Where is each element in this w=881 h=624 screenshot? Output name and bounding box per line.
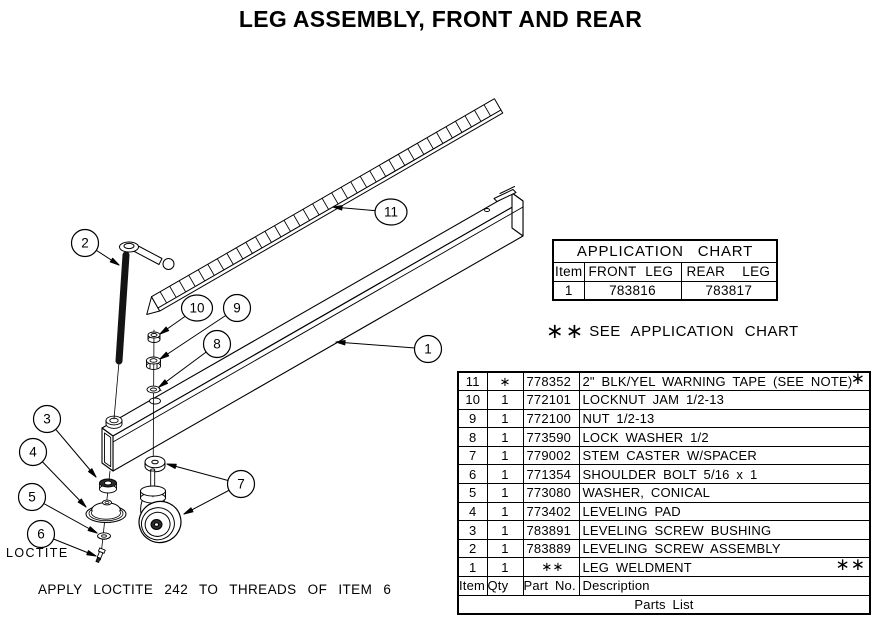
parts-row-6 bbox=[458, 465, 870, 484]
beam-hole-small bbox=[484, 209, 489, 212]
application-chart bbox=[552, 239, 778, 301]
cell-rear-leg-part: 783817 bbox=[681, 281, 777, 300]
cell-description: STEM CASTER W/SPACER bbox=[579, 446, 870, 465]
callout-1 bbox=[415, 336, 442, 363]
cell-part-no: 773590 bbox=[523, 428, 579, 447]
parts-row-4 bbox=[458, 502, 870, 521]
svg-text:2: 2 bbox=[81, 235, 89, 251]
cell-part-no: 783891 bbox=[523, 521, 579, 540]
col-header-part-no: Part No. bbox=[523, 577, 579, 596]
parts-header-row bbox=[458, 577, 870, 596]
parts-row-8 bbox=[458, 428, 870, 447]
cell-part-no: 772100 bbox=[523, 409, 579, 428]
loctite-apply-note: APPLY LOCTITE 242 TO THREADS OF ITEM 6 bbox=[38, 582, 392, 597]
callout-11 bbox=[375, 199, 407, 225]
parts-row-11 bbox=[458, 372, 870, 391]
svg-text:4: 4 bbox=[29, 444, 37, 460]
col-header-item: Item bbox=[553, 262, 584, 281]
col-header-qty: Qty bbox=[487, 577, 523, 596]
cell-description: SHOULDER BOLT 5/16 x 1 bbox=[579, 465, 870, 484]
callout-7 bbox=[228, 471, 255, 498]
cell-qty: 1 bbox=[487, 539, 523, 558]
callout-4 bbox=[20, 439, 47, 466]
parts-row-5 bbox=[458, 484, 870, 503]
cell-description: LOCK WASHER 1/2 bbox=[579, 428, 870, 447]
cell-description: WASHER, CONICAL bbox=[579, 484, 870, 503]
cell-qty: 1 bbox=[487, 484, 523, 503]
cell-qty: 1 bbox=[487, 521, 523, 540]
parts-row-1 bbox=[458, 558, 870, 577]
cell-item: 3 bbox=[458, 521, 487, 540]
svg-text:7: 7 bbox=[237, 476, 245, 492]
svg-text:5: 5 bbox=[28, 489, 36, 505]
cell-qty: 1 bbox=[487, 502, 523, 521]
cell-part-no: 772101 bbox=[523, 391, 579, 410]
parts-row-9 bbox=[458, 409, 870, 428]
cell-item: 1 bbox=[553, 281, 584, 300]
asterisk: ∗ bbox=[850, 372, 866, 389]
svg-text:10: 10 bbox=[189, 300, 205, 316]
cell-item: 1 bbox=[458, 558, 487, 577]
cell-qty: 1 bbox=[487, 391, 523, 410]
crank-knob bbox=[163, 259, 174, 270]
cell-description: LEVELING PAD bbox=[579, 502, 870, 521]
svg-text:6: 6 bbox=[37, 526, 45, 542]
leveling-pad bbox=[86, 500, 126, 522]
application-chart-header-row bbox=[553, 262, 777, 281]
cell-item: 9 bbox=[458, 409, 487, 428]
cell-qty: 1 bbox=[487, 409, 523, 428]
parts-row-10 bbox=[458, 391, 870, 410]
cell-part-no: 778352 bbox=[523, 372, 579, 391]
cell-part-no: 771354 bbox=[523, 465, 579, 484]
callout-5 bbox=[19, 484, 46, 511]
cell-front-leg-part: 783816 bbox=[584, 281, 681, 300]
parts-list bbox=[457, 371, 871, 615]
parts-footer-row bbox=[458, 595, 870, 614]
cell-part-no: 773402 bbox=[523, 502, 579, 521]
parts-row-7 bbox=[458, 446, 870, 465]
asterisks: ∗∗ bbox=[835, 557, 866, 574]
svg-text:3: 3 bbox=[43, 411, 51, 427]
col-header-front-leg: FRONT LEG bbox=[584, 262, 681, 281]
callout-6 bbox=[28, 521, 55, 548]
cell-description: LOCKNUT JAM 1/2-13 bbox=[579, 391, 870, 410]
cell-part-no: 783889 bbox=[523, 539, 579, 558]
svg-text:11: 11 bbox=[383, 204, 399, 220]
leveling-screw-bushing bbox=[100, 479, 117, 493]
cell-description: ∗ 2" BLK/YEL WARNING TAPE (SEE NOTE) bbox=[579, 372, 870, 391]
parts-list-title: Parts List bbox=[458, 595, 870, 614]
see-application-chart-text: SEE APPLICATION CHART bbox=[589, 323, 799, 340]
parts-row-2 bbox=[458, 539, 870, 558]
cell-item: 4 bbox=[458, 502, 487, 521]
callout-3 bbox=[34, 406, 61, 433]
cell-part-no: 779002 bbox=[523, 446, 579, 465]
cell-description: ∗∗ LEG WELDMENT bbox=[579, 558, 870, 577]
cell-item: 8 bbox=[458, 428, 487, 447]
see-application-chart-note bbox=[546, 319, 799, 344]
cell-qty: 1 bbox=[487, 465, 523, 484]
cell-description: LEVELING SCREW ASSEMBLY bbox=[579, 539, 870, 558]
cell-item: 6 bbox=[458, 465, 487, 484]
application-chart-title: APPLICATION CHART bbox=[553, 240, 777, 262]
callout-2 bbox=[72, 230, 99, 257]
cell-item: 5 bbox=[458, 484, 487, 503]
cell-item: 2 bbox=[458, 539, 487, 558]
cell-part-no: 773080 bbox=[523, 484, 579, 503]
svg-text:8: 8 bbox=[213, 336, 221, 352]
cell-qty: 1 bbox=[487, 428, 523, 447]
cell-qty: ∗ bbox=[487, 372, 523, 391]
page-title: LEG ASSEMBLY, FRONT AND REAR bbox=[238, 6, 643, 32]
cell-description: NUT 1/2-13 bbox=[579, 409, 870, 428]
conical-washer bbox=[98, 533, 111, 539]
cell-description: LEVELING SCREW BUSHING bbox=[579, 521, 870, 540]
cell-item: 11 bbox=[458, 372, 487, 391]
callout-9 bbox=[224, 295, 251, 322]
svg-text:1: 1 bbox=[424, 341, 432, 357]
col-header-rear-leg: REAR LEG bbox=[681, 262, 777, 281]
stem-caster bbox=[134, 456, 187, 548]
cell-part-no: ∗∗ bbox=[523, 558, 579, 577]
col-header-description: Description bbox=[579, 577, 870, 596]
callout-10 bbox=[182, 295, 213, 321]
col-header-item: Item bbox=[459, 578, 486, 594]
asterisks: ∗∗ bbox=[546, 320, 586, 343]
cell-qty: 1 bbox=[487, 446, 523, 465]
cell-item: 7 bbox=[458, 446, 487, 465]
warning-tape bbox=[140, 99, 502, 318]
callout-8 bbox=[204, 331, 231, 358]
svg-text:9: 9 bbox=[233, 300, 241, 316]
cell-qty: 1 bbox=[487, 558, 523, 577]
loctite-label: LOCTITE bbox=[6, 546, 69, 560]
parts-row-3 bbox=[458, 521, 870, 540]
cell-item: 10 bbox=[458, 391, 487, 410]
beam-hole-caster bbox=[150, 398, 161, 404]
application-chart-row bbox=[553, 281, 777, 300]
